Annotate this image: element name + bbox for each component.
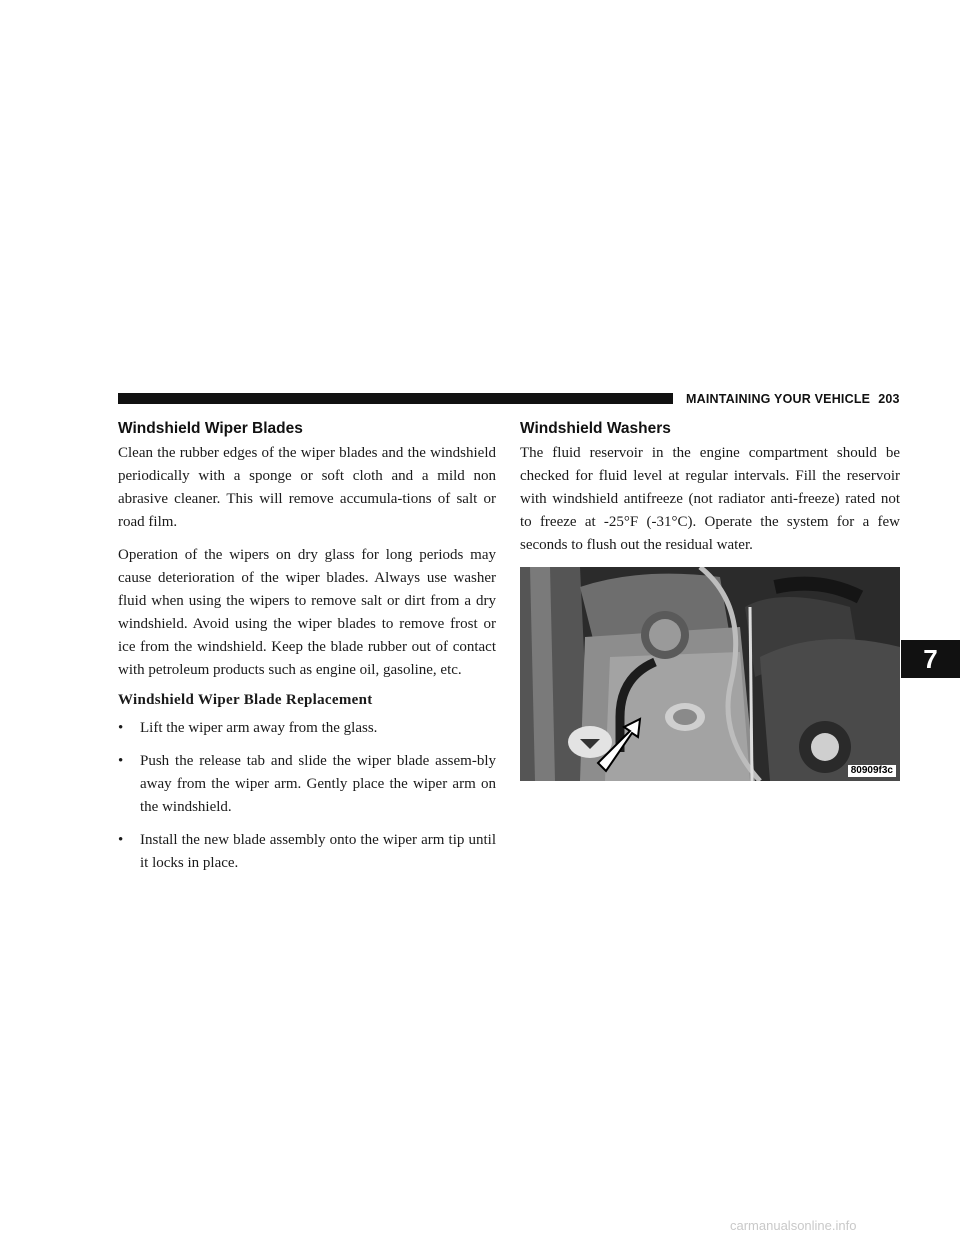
chapter-tab: 7 [901, 640, 960, 678]
running-header [686, 392, 900, 406]
washers-paragraph: The fluid reservoir in the engine compartment should be checked for fluid level at regular intervals. Fill the reservoir with windshield antifreeze (not radiator anti-freeze) rated not to freeze at -25°F (-31°C). Operate the system for a few seconds to flush out the residual water. [520, 445, 900, 553]
bullet-icon: • [118, 832, 124, 848]
washers-heading: Windshield Washers [520, 420, 671, 437]
bullet-icon: • [118, 720, 124, 736]
washer-reservoir-illustration [520, 567, 900, 781]
list-item: • Push the release tab and slide the wiper blade assem-bly away from the wiper arm. Gently place the wiper arm on the windshield. [118, 750, 496, 819]
footer-watermark: carmanualsonline.info [730, 1218, 857, 1233]
list-item: • Lift the wiper arm away from the glass. [118, 717, 496, 740]
figure-code: 80909f3c [848, 765, 896, 777]
section-title: MAINTAINING YOUR VEHICLE [686, 392, 871, 406]
bullet-icon: • [118, 753, 124, 769]
blade-replacement-subheading: Windshield Wiper Blade Replacement [118, 692, 373, 708]
list-item: • Install the new blade assembly onto the wiper arm tip until it locks in place. [118, 829, 496, 875]
engine-compartment-photo [520, 567, 900, 781]
page-number: 203 [878, 392, 900, 406]
wiper-blades-paragraph-1: Clean the rubber edges of the wiper blades and the windshield periodically with a sponge or soft cloth and a mild non abrasive cleaner. This will remove accumula-tions of salt or road film. [118, 445, 496, 530]
wiper-blades-heading: Windshield Wiper Blades [118, 420, 303, 437]
header-rule [118, 393, 673, 404]
left-column [118, 420, 496, 885]
wiper-blades-paragraph-2: Operation of the wipers on dry glass for long periods may cause deterioration of the wiper blades. Always use washer fluid when using the wipers to remove salt or dirt from a dry windshield. Avoid using the wiper blades to remove frost or ice from the windshield. Keep the blade rubber out of contact with petroleum products such as engine oil, gasoline, etc. [118, 547, 496, 678]
right-column [520, 420, 900, 781]
replacement-steps-list [118, 717, 496, 875]
